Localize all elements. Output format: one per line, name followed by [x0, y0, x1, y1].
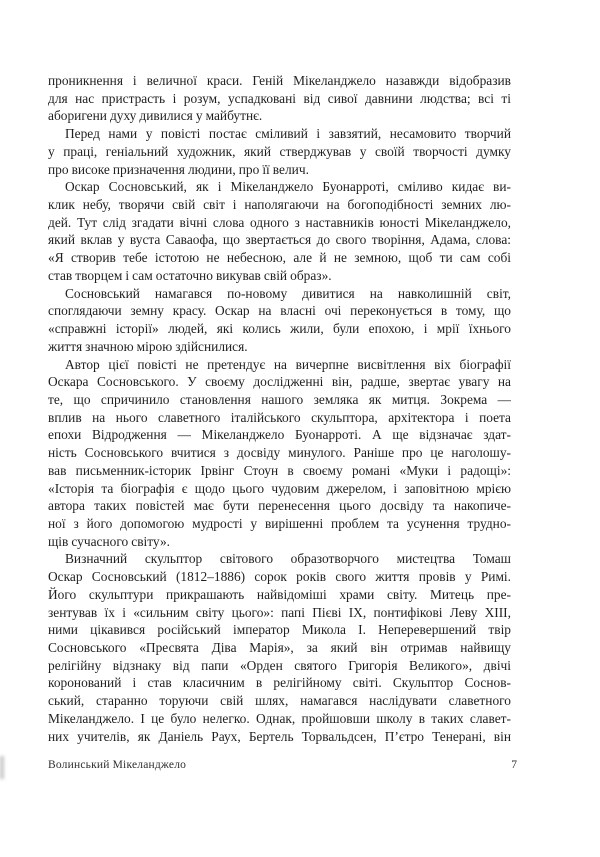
text-line: щів сучасного світу». — [48, 533, 170, 549]
text-line: коронований і став класичним в релігійному світі. Скульптор Соснов- — [48, 675, 511, 691]
text-line: Перед нами у повісті постає сміливий і завзятий, несамовито творчий — [65, 126, 511, 142]
text-line: ної з його допомогою мудрості у вирішенні проблем та усунення трудно- — [48, 515, 511, 531]
text-line: вплив на нього славетного італійського скульптора, архітектора і поета — [48, 409, 511, 425]
text-line: Мікеланджело. І це було нелегко. Однак, пройшовши школу в таких славет- — [48, 710, 511, 726]
text-line: Оскар Сосновський (1812–1886) сорок років свого життя провів у Римі. — [48, 569, 511, 585]
text-line: ність Сосновського вчитися з досвіду минулого. Раніше про це наголошу- — [48, 445, 511, 461]
text-line: про високе призначення людини, про її велич. — [48, 161, 309, 177]
text-line: них учителів, як Даніель Раух, Бертель Торвальдсен, П’єтро Тенерані, він — [48, 728, 511, 744]
text-line: споглядаючи земну красу. Оскар на власні очі переконується в тому, що — [48, 303, 511, 319]
text-line: аборигени духу дивилися у майбутнє. — [48, 108, 263, 124]
text-line: Його скульптури прикрашають найвідоміші храми світу. Митець пре- — [48, 586, 511, 602]
text-line: проникнення і величної краси. Геній Мікеланджело назавжди відобразив — [48, 73, 511, 88]
text-line: Автор цієї повісті не претендує на вичерпне висвітлення віх біографії — [65, 356, 511, 372]
text-line: Оскар Сосновський, як і Мікеланджело Буонарроті, сміливо кидає ви- — [65, 179, 511, 195]
text-line: дей. Тут слід згадати вічні слова одного з наставників юності Мікеланджело, — [48, 214, 511, 230]
text-line: «справжні історії» людей, які колись жили, були епохою, і мрії їхнього — [48, 321, 511, 337]
text-line: життя значною мірою здійснилися. — [48, 338, 248, 354]
text-line: Визначний скульптор світового образотворчого мистецтва Томаш — [65, 551, 511, 567]
running-title: Волинський Мікеланджело — [48, 759, 187, 771]
text-line: Сосновський намагався по-новому дивитися на навколишній світ, — [65, 285, 511, 301]
text-line: для нас пристрасть і розум, успадковані від сивої давнини людства; всі ті — [48, 90, 511, 106]
text-line: те, що спричинило становлення нашого земляка як митця. Зокрема — — [48, 391, 511, 407]
text-line: релігійну відзнаку від папи «Орден святого Григорія Великого», двічі — [48, 657, 511, 673]
scan-artifact — [0, 756, 4, 779]
text-line: у праці, геніальний художник, який стверджував у своїй творчості думку — [48, 143, 511, 159]
text-line: автора таких повістей має бути перенесення цього досвіду та накопиче- — [48, 498, 511, 514]
text-line: зентував їх і «сильним світу цього»: папі Пієві IX, понтифікові Леву XIII, — [48, 604, 511, 620]
text-line: Оскара Сосновського. У своєму дослідженні він, радше, звертає увагу на — [48, 374, 511, 390]
text-line: «Я створив тебе істотою не небесною, але й не земною, щоб ти сам собі — [48, 250, 511, 266]
page-footer — [48, 759, 517, 771]
text-line: клик небу, творячи свій світ і наполягаючи на богоподібності земних лю- — [48, 197, 511, 213]
text-line: став творцем і сам остаточно викував свій образ». — [48, 267, 332, 283]
body-text — [48, 72, 511, 745]
text-line: ними цікавився російський імператор Микола I. Неперевершений твір — [48, 622, 511, 638]
text-line: епохи Відродження — Мікеланджело Буонарроті. А ще відзначає здат- — [48, 427, 511, 443]
page-number: 7 — [511, 759, 517, 771]
text-line: Сосновського «Пресвята Діва Марія», за який він отримав найвищу — [48, 640, 511, 655]
text-line: який вклав у вуста Саваофа, що звертається до свого творіння, Адама, слова: — [48, 232, 511, 248]
text-line: ський, старанно торуючи свій шлях, намагався наслідувати славетного — [48, 693, 511, 709]
text-line: «Історія та біографія є щодо цього чудовим джерелом, і заповітною мрією — [48, 480, 511, 496]
text-line: вав письменник-історик Ірвінг Стоун в своєму романі «Муки і радощі»: — [48, 462, 511, 478]
